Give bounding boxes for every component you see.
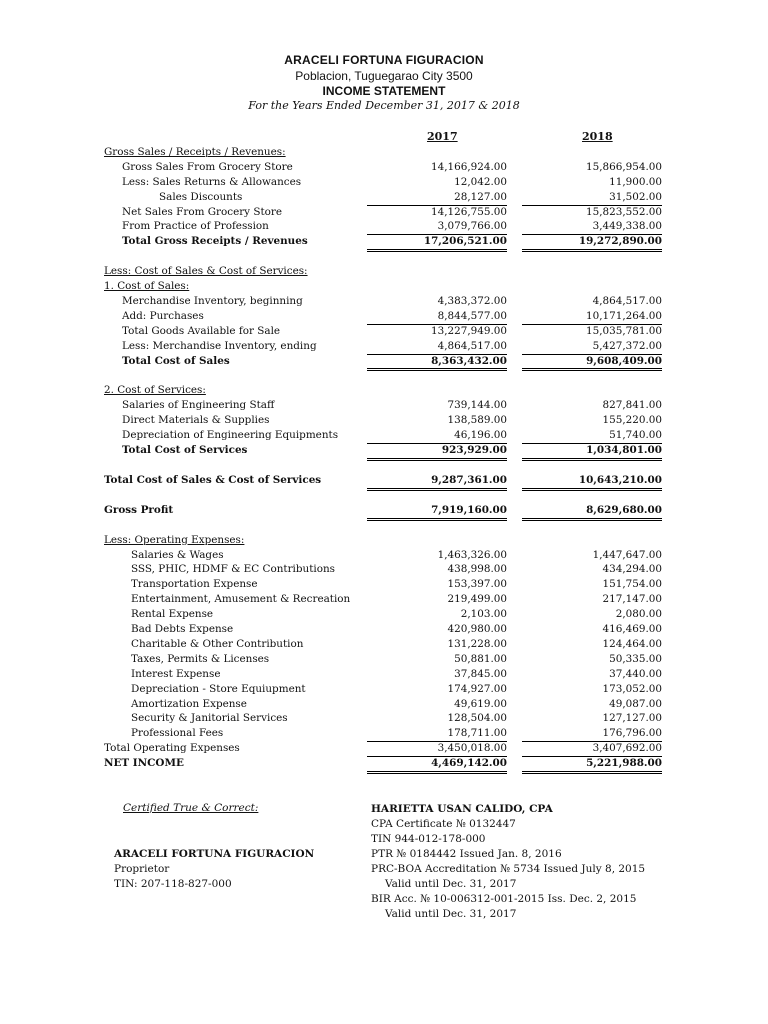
- row-value-2018: 11,900.00: [609, 175, 662, 188]
- table-row: [104, 607, 664, 622]
- row-value-2018: 155,220.00: [602, 414, 662, 427]
- row-value-2018: 416,469.00: [602, 623, 662, 636]
- spacer: [104, 458, 664, 473]
- row-label: Total Cost of Services: [122, 444, 248, 457]
- row-value-2017: 4,383,372.00: [437, 295, 507, 308]
- row-label: Merchandise Inventory, beginning: [122, 295, 303, 308]
- table-row: [104, 219, 664, 234]
- total-opex-row: [104, 741, 664, 756]
- row-value-2018: 31,502.00: [522, 190, 662, 206]
- row-value-2017: 12,042.00: [454, 175, 507, 188]
- table-row: [104, 667, 664, 682]
- proprietor-block: [114, 847, 314, 892]
- row-value-2018: 51,740.00: [522, 428, 662, 444]
- row-label: Total Cost of Sales & Cost of Services: [104, 473, 322, 486]
- statement-period: For the Years Ended December 31, 2017 & 2018: [248, 99, 520, 112]
- row-value-2018: 4,864,517.00: [592, 295, 662, 308]
- row-value-2017: 14,166,924.00: [430, 160, 507, 173]
- row-value-2017: 49,619.00: [454, 697, 507, 710]
- cpa-prc-accreditation: PRC-BOA Accreditation № 5734 Issued July 8, 2015: [371, 863, 646, 875]
- row-value-2017: 174,927.00: [447, 682, 507, 695]
- row-value-2017: 14,126,755.00: [430, 205, 507, 218]
- row-value-2017: 28,127.00: [367, 190, 507, 206]
- table-row: [104, 697, 664, 712]
- row-value-2017: 739,144.00: [447, 399, 507, 412]
- table-row: [104, 548, 664, 563]
- row-label: Depreciation - Store Equiupment: [131, 682, 306, 695]
- section-title-gross: [104, 145, 664, 160]
- spacer: [104, 368, 664, 383]
- row-label: Gross Sales / Receipts / Revenues:: [104, 146, 286, 158]
- row-value-2018: 3,449,338.00: [522, 219, 662, 235]
- total-row: [104, 234, 664, 249]
- row-value-2018: 5,427,372.00: [522, 339, 662, 355]
- row-label: Less: Cost of Sales & Cost of Services:: [104, 265, 308, 278]
- row-value-2017: 3,450,018.00: [367, 741, 507, 757]
- section-title-cos: [104, 279, 664, 294]
- row-label: Salaries of Engineering Staff: [122, 399, 275, 412]
- proprietor-name: ARACELI FORTUNA FIGURACION: [114, 848, 315, 860]
- row-label: From Practice of Profession: [122, 220, 269, 233]
- row-value-2018: 50,335.00: [609, 652, 662, 665]
- table-row: [104, 577, 664, 592]
- section-title-opex: [104, 533, 664, 548]
- row-value-2017: 50,881.00: [454, 652, 507, 665]
- row-label: Less: Sales Returns & Allowances: [122, 175, 302, 188]
- row-value-2018: 176,796.00: [522, 726, 662, 742]
- gross-profit-row: [104, 503, 664, 518]
- section-title-cosv: [104, 383, 664, 398]
- spacer: [104, 488, 664, 503]
- cpa-bir-accreditation: BIR Acc. № 10-006312-001-2015 Iss. Dec. 2, 2015: [371, 893, 637, 905]
- cpa-name: HARIETTA USAN CALIDO, CPA: [371, 803, 553, 815]
- certified-label: Certified True & Correct:: [123, 802, 259, 814]
- table-row: [104, 324, 664, 339]
- table-row: [104, 205, 664, 220]
- row-label: Total Goods Available for Sale: [122, 324, 281, 337]
- row-value-2017: 9,287,361.00: [367, 473, 507, 491]
- row-label: Charitable & Other Contribution: [131, 637, 304, 650]
- row-value-2018: 3,407,692.00: [522, 741, 662, 757]
- row-label: Amortization Expense: [131, 697, 247, 710]
- row-label: 1. Cost of Sales:: [104, 280, 190, 293]
- table-row: [104, 428, 664, 443]
- cpa-certificate: CPA Certificate № 0132447: [371, 818, 516, 830]
- row-value-2018: 1,034,801.00: [522, 443, 662, 461]
- table-row: [104, 652, 664, 667]
- row-value-2017: 1,463,326.00: [437, 548, 507, 561]
- row-value-2018: 37,440.00: [609, 667, 662, 680]
- row-label: Salaries & Wages: [131, 548, 224, 561]
- row-value-2017: 17,206,521.00: [367, 234, 507, 252]
- row-value-2018: 10,643,210.00: [522, 473, 662, 491]
- row-value-2017: 4,864,517.00: [367, 339, 507, 355]
- statement-title: INCOME STATEMENT: [322, 84, 446, 98]
- table-row: [104, 726, 664, 741]
- spacer: [104, 249, 664, 264]
- row-label: Taxes, Permits & Licenses: [131, 652, 270, 665]
- proprietor-tin: TIN: 207-118-827-000: [114, 878, 232, 890]
- table-row: [104, 160, 664, 175]
- company-address: Poblacion, Tuguegarao City 3500: [295, 69, 473, 83]
- row-value-2018: 124,464.00: [602, 637, 662, 650]
- row-label: Direct Materials & Supplies: [122, 414, 270, 427]
- row-value-2017: 923,929.00: [367, 443, 507, 461]
- row-value-2018: 173,052.00: [602, 682, 662, 695]
- company-name: ARACELI FORTUNA FIGURACION: [284, 53, 484, 67]
- table-row: [104, 339, 664, 354]
- cpa-block: [371, 802, 645, 922]
- row-value-2018: 127,127.00: [602, 712, 662, 725]
- table-row: [104, 413, 664, 428]
- row-value-2018: 9,608,409.00: [522, 354, 662, 372]
- row-value-2017: 3,079,766.00: [367, 219, 507, 235]
- table-row: [104, 682, 664, 697]
- cpa-bir-validity: Valid until Dec. 31, 2017: [385, 908, 517, 920]
- row-label: Rental Expense: [131, 608, 214, 621]
- row-label: Security & Janitorial Services: [131, 712, 288, 725]
- row-value-2018: 2,080.00: [615, 608, 662, 621]
- row-value-2018: 5,221,988.00: [522, 756, 662, 774]
- total-row: [104, 443, 664, 458]
- table-row: [104, 637, 664, 652]
- row-value-2017: 7,919,160.00: [367, 503, 507, 521]
- row-value-2018: 49,087.00: [609, 697, 662, 710]
- row-label: 2. Cost of Services:: [104, 384, 206, 397]
- row-label: Add: Purchases: [122, 309, 204, 322]
- income-statement-table: [104, 145, 664, 771]
- row-value-2017: 8,844,577.00: [367, 309, 507, 325]
- table-row: [104, 175, 664, 190]
- table-row: [104, 592, 664, 607]
- row-value-2017: 13,227,949.00: [430, 324, 507, 337]
- row-label: Interest Expense: [131, 667, 221, 680]
- row-label: Bad Debts Expense: [131, 623, 234, 636]
- table-row: [104, 294, 664, 309]
- row-value-2018: 10,171,264.00: [522, 309, 662, 325]
- row-label: Less: Merchandise Inventory, ending: [122, 339, 317, 352]
- row-label: Less: Operating Expenses:: [104, 533, 245, 546]
- net-income-row: [104, 756, 664, 771]
- row-value-2018: 15,035,781.00: [585, 324, 662, 337]
- row-value-2017: 420,980.00: [447, 623, 507, 636]
- row-value-2017: 8,363,432.00: [367, 354, 507, 372]
- row-label: Professional Fees: [131, 727, 224, 740]
- row-value-2018: 827,841.00: [602, 399, 662, 412]
- row-label: Sales Discounts: [159, 190, 243, 203]
- row-label: Total Operating Expenses: [104, 742, 240, 755]
- row-value-2018: 434,294.00: [602, 563, 662, 576]
- table-row: [104, 190, 664, 205]
- row-value-2017: 178,711.00: [367, 726, 507, 742]
- section-title-cost: [104, 264, 664, 279]
- row-value-2017: 37,845.00: [454, 667, 507, 680]
- row-label: Transportation Expense: [131, 578, 258, 591]
- spacer: [104, 518, 664, 533]
- row-value-2017: 153,397.00: [447, 578, 507, 591]
- row-value-2017: 438,998.00: [447, 563, 507, 576]
- proprietor-title: Proprietor: [114, 863, 170, 875]
- row-label: Total Gross Receipts / Revenues: [122, 235, 308, 248]
- row-value-2017: 219,499.00: [447, 593, 507, 606]
- row-label: Gross Sales From Grocery Store: [122, 160, 293, 173]
- cpa-prc-validity: Valid until Dec. 31, 2017: [385, 878, 517, 890]
- row-value-2018: 19,272,890.00: [522, 234, 662, 252]
- table-row: [104, 309, 664, 324]
- row-value-2017: 138,589.00: [447, 414, 507, 427]
- table-row: [104, 711, 664, 726]
- cpa-ptr: PTR № 0184442 Issued Jan. 8, 2016: [371, 848, 562, 860]
- row-value-2018: 1,447,647.00: [592, 548, 662, 561]
- row-value-2018: 15,823,552.00: [585, 205, 662, 218]
- total-row: [104, 354, 664, 369]
- row-value-2017: 4,469,142.00: [367, 756, 507, 774]
- table-row: [104, 622, 664, 637]
- table-row: [104, 562, 664, 577]
- row-label: Gross Profit: [104, 503, 174, 516]
- row-label: SSS, PHIC, HDMF & EC Contributions: [131, 563, 335, 576]
- row-value-2017: 46,196.00: [367, 428, 507, 444]
- row-value-2017: 2,103.00: [460, 608, 507, 621]
- row-label: Depreciation of Engineering Equipments: [122, 429, 339, 442]
- table-row: [104, 398, 664, 413]
- row-value-2018: 15,866,954.00: [585, 160, 662, 173]
- total-cost-row: [104, 473, 664, 488]
- row-value-2017: 131,228.00: [447, 637, 507, 650]
- column-header-2018: 2018: [582, 130, 613, 143]
- row-value-2018: 217,147.00: [602, 593, 662, 606]
- row-value-2018: 8,629,680.00: [522, 503, 662, 521]
- row-label: Total Cost of Sales: [122, 354, 230, 367]
- row-label: Entertainment, Amusement & Recreation: [131, 593, 351, 606]
- row-value-2018: 151,754.00: [602, 578, 662, 591]
- row-value-2017: 128,504.00: [447, 712, 507, 725]
- cpa-tin: TIN 944-012-178-000: [371, 833, 486, 845]
- row-label: NET INCOME: [104, 757, 184, 770]
- row-label: Net Sales From Grocery Store: [122, 205, 283, 218]
- column-header-2017: 2017: [427, 130, 458, 143]
